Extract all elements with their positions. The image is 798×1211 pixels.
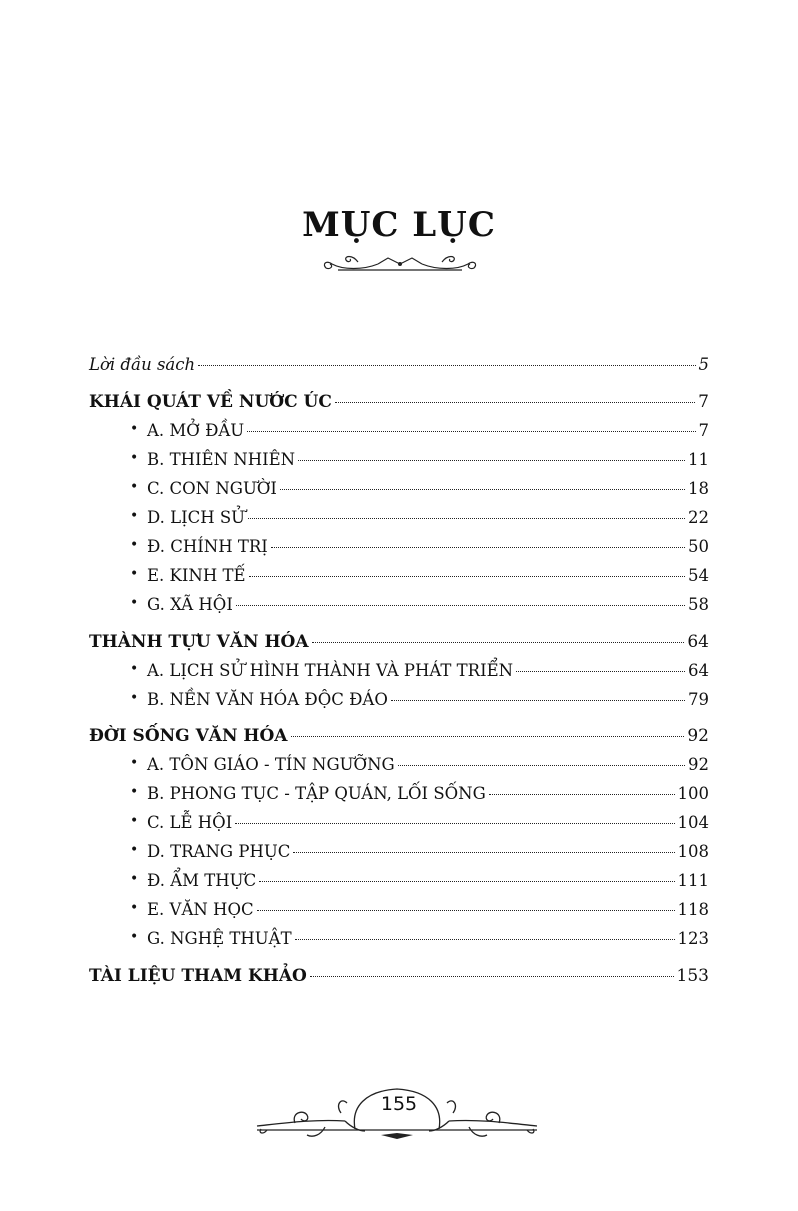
bullet-icon: • — [130, 661, 139, 677]
toc-section-entry — [130, 813, 709, 839]
bullet-icon: • — [130, 421, 139, 437]
dot-leader — [291, 735, 685, 737]
toc-section-entry — [130, 566, 709, 592]
toc-section-entry — [130, 595, 709, 621]
bullet-icon: • — [130, 813, 139, 829]
toc-entry-title: G. XÃ HỘI — [147, 595, 233, 614]
dot-leader — [271, 546, 685, 548]
toc-entry-title: Đ. CHÍNH TRỊ — [147, 537, 268, 556]
toc-entry-title: A. LỊCH SỬ HÌNH THÀNH VÀ PHÁT TRIỂN — [147, 661, 514, 680]
toc-part-entry — [89, 632, 709, 658]
dot-leader — [235, 822, 674, 824]
dot-leader — [295, 938, 675, 940]
toc-entry-title: D. TRANG PHỤC — [147, 842, 291, 861]
dot-leader — [259, 880, 674, 882]
toc-section-entry — [130, 871, 709, 897]
toc-section-entry — [130, 508, 709, 534]
dot-leader — [391, 699, 685, 701]
toc-entry-page: 11 — [688, 450, 709, 469]
dot-leader — [335, 401, 695, 403]
dot-leader — [398, 764, 685, 766]
toc-section-entry — [130, 900, 709, 926]
dot-leader — [280, 488, 685, 490]
dot-leader — [198, 364, 695, 366]
toc-entry-title: C. CON NGƯỜI — [147, 479, 277, 498]
toc-entry-page: 50 — [688, 537, 709, 556]
toc-entry-title: A. MỞ ĐẦU — [147, 421, 245, 440]
bullet-icon: • — [130, 508, 139, 524]
toc-entry-title: KHÁI QUÁT VỀ NƯỚC ÚC — [89, 392, 332, 412]
bullet-icon: • — [130, 929, 139, 945]
bullet-icon: • — [130, 450, 139, 466]
toc-entry-title: D. LỊCH SỬ — [147, 508, 246, 527]
toc-entry-title: E. KINH TẾ — [147, 566, 246, 585]
toc-entry-page: 92 — [687, 726, 709, 746]
toc-entry-title: ĐỜI SỐNG VĂN HÓA — [89, 726, 288, 746]
toc-entry-page: 153 — [676, 966, 709, 986]
toc-entry-page: 64 — [688, 661, 709, 680]
page-number: 155 — [380, 1093, 418, 1115]
toc-entry-page: 7 — [698, 421, 709, 440]
toc-entry-page: 104 — [677, 813, 709, 832]
toc-intro-entry — [89, 355, 709, 381]
toc-entry-page: 5 — [698, 355, 709, 374]
dot-leader — [516, 670, 685, 672]
toc-entry-title: TÀI LIỆU THAM KHẢO — [89, 966, 307, 986]
dot-leader — [298, 459, 685, 461]
toc-entry-page: 22 — [688, 508, 709, 527]
toc-entry-title: B. PHONG TỤC - TẬP QUÁN, LỐI SỐNG — [147, 784, 486, 803]
toc-section-entry — [130, 421, 709, 447]
toc-entry-page: 123 — [677, 929, 709, 948]
dot-leader — [312, 641, 685, 643]
toc-section-entry — [130, 755, 709, 781]
toc-entry-title: Lời đầu sách — [89, 355, 196, 374]
dot-leader — [247, 430, 695, 432]
toc-entry-page: 108 — [677, 842, 709, 861]
dot-leader — [489, 793, 675, 795]
toc-entry-title: Đ. ẨM THỰC — [147, 871, 257, 890]
dot-leader — [249, 575, 685, 577]
bullet-icon: • — [130, 537, 139, 553]
toc-entry-title: B. THIÊN NHIÊN — [147, 450, 296, 469]
toc-entry-page: 92 — [688, 755, 709, 774]
toc-entry-page: 79 — [688, 690, 709, 709]
bullet-icon: • — [130, 566, 139, 582]
toc-entry-title: C. LỄ HỘI — [147, 813, 233, 832]
bullet-icon: • — [130, 871, 139, 887]
toc-section-entry — [130, 479, 709, 505]
toc-entry-page: 7 — [698, 392, 709, 412]
bullet-icon: • — [130, 784, 139, 800]
toc-entry-page: 111 — [677, 871, 709, 890]
toc-part-entry — [89, 726, 709, 752]
toc-entry-page: 58 — [688, 595, 709, 614]
toc-section-entry — [130, 842, 709, 868]
toc-section-entry — [130, 661, 709, 687]
bullet-icon: • — [130, 842, 139, 858]
bullet-icon: • — [130, 755, 139, 771]
toc-part-entry — [89, 966, 709, 992]
toc-section-entry — [130, 690, 709, 716]
toc-entry-page: 54 — [688, 566, 709, 585]
dot-leader — [293, 851, 674, 853]
toc-entry-title: B. NỀN VĂN HÓA ĐỘC ĐÁO — [147, 690, 388, 709]
toc-entry-title: G. NGHỆ THUẬT — [147, 929, 292, 948]
page-title: MỤC LỤC — [302, 205, 496, 245]
bullet-icon: • — [130, 690, 139, 706]
toc-section-entry — [130, 450, 709, 476]
toc-entry-title: A. TÔN GIÁO - TÍN NGƯỠNG — [147, 755, 395, 774]
toc-section-entry — [130, 537, 709, 563]
toc-entry-page: 64 — [687, 632, 709, 652]
toc-entry-page: 118 — [677, 900, 709, 919]
dot-leader — [310, 975, 674, 977]
toc-entry-page: 18 — [688, 479, 709, 498]
toc-section-entry — [130, 929, 709, 955]
dot-leader — [257, 909, 675, 911]
toc-section-entry — [130, 784, 709, 810]
toc-entry-page: 100 — [677, 784, 709, 803]
bullet-icon: • — [130, 900, 139, 916]
dot-leader — [236, 604, 685, 606]
bullet-icon: • — [130, 595, 139, 611]
bullet-icon: • — [130, 479, 139, 495]
toc-entry-title: E. VĂN HỌC — [147, 900, 254, 919]
title-ornament-icon — [318, 250, 482, 278]
toc-part-entry — [89, 392, 709, 418]
toc-entry-title: THÀNH TỰU VĂN HÓA — [89, 632, 309, 652]
dot-leader — [248, 517, 685, 519]
